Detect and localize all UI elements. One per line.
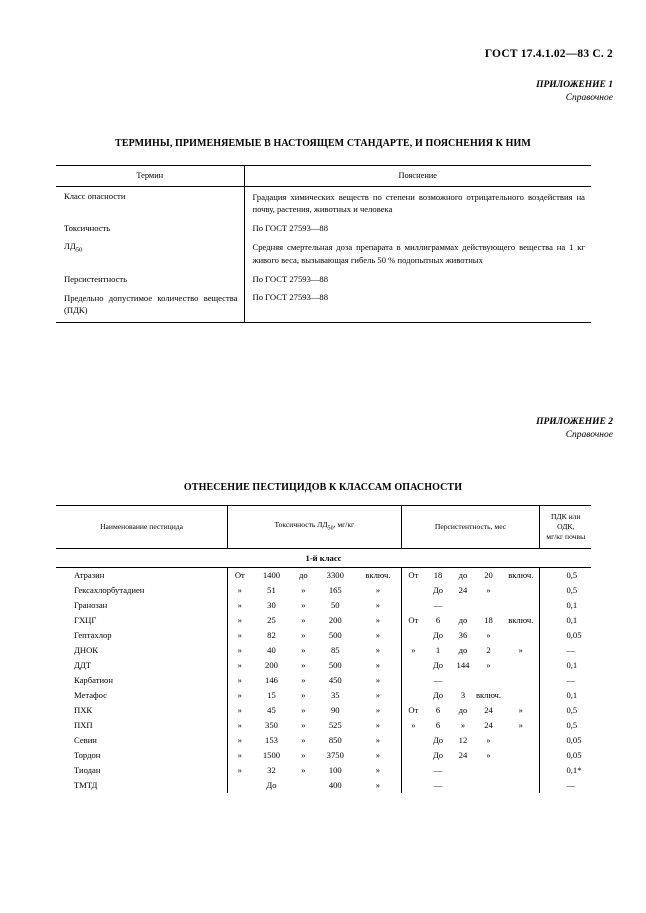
pers-high [475,598,502,613]
pers-rel-2 [451,778,475,793]
pesticide-name: ДНОК [56,643,228,658]
pers-rel-1 [401,748,425,763]
pers-low: 18 [433,570,443,581]
pers-high: 18 [484,615,493,626]
tox-note: » [355,613,401,628]
tox-note: » [355,748,401,763]
pers-rel-1 [401,778,425,793]
tox-low: 1500 [262,750,281,761]
tox-high: 500 [328,660,342,671]
tox-high: 35 [330,690,340,701]
annex-1-title: ПРИЛОЖЕНИЕ 1 [536,80,613,90]
table-row [56,613,591,628]
pers-rel-1 [401,688,425,703]
header-name: Наименование пестицида [56,506,228,549]
annex-2-kind: Справочное [565,429,613,440]
tox-low: 350 [265,720,278,731]
tox-rel-2: » [301,615,306,626]
tox-rel-2: » [301,705,306,716]
explanation-cell: По ГОСТ 27593—88 [252,273,329,284]
pers-rel-1: От [408,615,419,626]
pers-rel-2: 24 [458,750,468,761]
tox-rel-1: » [237,705,242,716]
tox-rel-2: » [301,645,306,656]
tox-low: 32 [267,765,276,776]
pers-note [502,748,540,763]
pers-note [502,658,540,673]
table-row [56,628,591,643]
pesticides-header-row [56,506,591,549]
pers-note [502,673,540,688]
pesticide-name: ТМТД [56,778,228,793]
tox-rel-1: » [237,690,242,701]
pdk-value: 0,05 [566,750,582,761]
pesticide-name: Тиодан [56,763,228,778]
tox-note: » [355,583,401,598]
pers-low: — [433,765,443,776]
pers-note: » [502,703,540,718]
pers-high: 20 [484,570,493,581]
explanation-cell: По ГОСТ 27593—88 [252,291,329,302]
tox-note: » [355,763,401,778]
table-row [56,718,591,733]
pers-high [475,763,502,778]
tox-high: 850 [328,735,342,746]
tox-high: 165 [328,585,342,596]
pesticide-name: Гексахлорбутадиен [56,583,228,598]
table-row [56,673,591,688]
tox-rel-2: » [301,585,306,596]
pers-rel-1 [401,598,425,613]
pers-high: » [486,660,491,671]
annex-1-caption [536,79,613,105]
tox-rel-1: От [234,570,245,581]
table-row [56,658,591,673]
pesticide-name: Севин [56,733,228,748]
term-cell: Персистентность [56,270,244,288]
terms-table-header-row [56,166,591,187]
pesticides-table [56,505,591,793]
pesticide-name: Атразин [56,567,228,583]
tox-note: » [355,643,401,658]
pers-high: » [486,735,491,746]
tox-high: 90 [330,705,340,716]
tox-rel-2: » [301,600,306,611]
pers-rel-2: до [458,615,468,626]
pers-rel-1 [401,763,425,778]
tox-rel-1: » [237,675,242,686]
table-2-title: ОТНЕСЕНИЕ ПЕСТИЦИДОВ К КЛАССАМ ОПАСНОСТИ [183,482,463,493]
table-row [56,703,591,718]
pers-rel-2 [451,763,475,778]
tox-note: » [355,733,401,748]
pers-rel-1 [401,583,425,598]
pers-low: 6 [435,615,441,626]
table-row [56,778,591,793]
pers-high: 24 [484,705,493,716]
tox-low: 1400 [262,570,281,581]
annex-1-kind: Справочное [565,92,613,103]
tox-low: 51 [267,585,276,596]
pesticide-name: Карбатион [56,673,228,688]
header-pdk: ПДК или ОДК, мг/кг почвы [540,506,591,549]
pers-high: » [486,585,491,596]
pers-note: » [502,643,540,658]
pers-high: » [486,750,491,761]
terms-header-term: Термин [56,166,244,187]
pers-low: До [432,690,444,701]
tox-high: 450 [328,675,342,686]
pers-rel-2 [451,598,475,613]
pers-low: До [432,660,444,671]
tox-note: » [355,703,401,718]
pesticide-name: ПХП [56,718,228,733]
tox-rel-2: » [301,720,306,731]
pers-rel-2: 144 [456,660,470,671]
pers-low: 1 [435,645,441,656]
table-1-title: ТЕРМИНЫ, ПРИМЕНЯЕМЫЕ В НАСТОЯЩЕМ СТАНДАРТЕ, И ПОЯСНЕНИЯ К НИМ [115,138,531,149]
pdk-value: 0,5 [566,585,578,596]
tox-rel-1: » [237,630,242,641]
pers-note [502,688,540,703]
tox-note: » [355,658,401,673]
pesticide-name: ПХК [56,703,228,718]
pers-low: — [433,780,443,791]
tox-low: 15 [267,690,276,701]
tox-note: » [355,688,401,703]
pdk-value: 0,1 [566,600,578,611]
pers-low: 6 [435,720,441,731]
table-row [56,748,591,763]
pers-note: » [502,718,540,733]
tox-low: 146 [265,675,278,686]
header-persistence: Персистентность, мес [401,506,540,549]
pers-note [502,733,540,748]
pesticide-name: Гептахлор [56,628,228,643]
tox-note: » [355,778,401,793]
tox-high: 50 [330,600,340,611]
table-row [56,763,591,778]
table-row [56,219,591,237]
explanation-cell: Градация химических веществ по степени возможного отрицательного воздействия на почву, растения, животных и человека [252,192,585,215]
pers-note [502,628,540,643]
tox-rel-2: » [301,735,306,746]
term-cell: Предельно допустимое количество вещества (ПДК) [56,288,244,322]
pers-rel-1: » [411,720,416,731]
pers-rel-2 [451,673,475,688]
pers-note [502,778,540,793]
pers-high [475,673,502,688]
pers-rel-2: 12 [458,735,468,746]
tox-low: 25 [267,615,276,626]
pers-note [502,598,540,613]
pers-low: До [432,750,444,761]
tox-note: » [355,598,401,613]
tox-low: 45 [267,705,276,716]
pesticide-name: Тордон [56,748,228,763]
pers-low: 6 [435,705,441,716]
tox-rel-1: » [237,615,242,626]
term-cell: $ЛД_{50}$ [56,237,244,269]
pers-high [475,778,502,793]
tox-rel-2 [291,778,315,793]
terms-header-explanation: Пояснение [244,166,591,187]
table-row [56,643,591,658]
pdk-value: — [566,675,576,686]
tox-rel-1: » [237,750,242,761]
pdk-value: 0,1* [566,765,582,776]
pers-note: включ. [502,613,540,628]
annex-2-caption [536,416,613,442]
pdk-value: — [566,645,576,656]
pers-rel-2: 36 [458,630,468,641]
pesticide-name: ДДТ [56,658,228,673]
term-cell: Класс опасности [56,187,244,220]
pers-rel-2: до [458,705,468,716]
table-row [56,733,591,748]
pdk-value: 0,1 [566,615,578,626]
pdk-value: — [566,780,576,791]
tox-low: 200 [265,660,278,671]
pers-rel-1: От [408,705,419,716]
tox-high: 85 [330,645,340,656]
tox-note: » [355,628,401,643]
pesticide-name: Метафос [56,688,228,703]
pers-rel-2: 3 [460,690,466,701]
pdk-value: 0,05 [566,735,582,746]
tox-rel-1: » [237,660,242,671]
pers-high: включ. [475,690,502,701]
page-header: ГОСТ 17.4.1.02—83 С. 2 [484,48,613,60]
pers-rel-2: до [458,570,468,581]
pers-rel-1 [401,733,425,748]
tox-rel-2: » [301,690,306,701]
pers-note [502,763,540,778]
annex-2-title: ПРИЛОЖЕНИЕ 2 [536,417,613,427]
pdk-value: 0,5 [566,570,578,581]
explanation-cell: Средняя смертельная доза препарата в миллиграммах действующего вещества на 1 кг живого веса, вызывающая гибель 50 % подопытных животных [252,242,585,265]
tox-high: 525 [328,720,342,731]
pers-rel-1 [401,673,425,688]
terms-table-bottom-rule [56,322,591,323]
tox-low: 30 [267,600,276,611]
tox-rel-2: » [301,765,306,776]
tox-rel-1 [228,778,252,793]
pers-rel-2: до [458,645,468,656]
pers-high: 24 [484,720,493,731]
pers-low: — [433,600,443,611]
pdk-value: 0,5 [566,705,578,716]
pers-low: До [432,630,444,641]
pers-rel-2: » [460,720,466,731]
terms-table [56,165,591,323]
tox-rel-2: » [301,675,306,686]
tox-high: 3300 [326,570,344,581]
tox-rel-2: до [299,570,308,581]
tox-rel-1: » [237,765,242,776]
tox-high: 100 [328,765,342,776]
term-cell: Токсичность [56,219,244,237]
tox-rel-1: » [237,735,242,746]
table-row [56,567,591,583]
pers-high: » [486,630,491,641]
table-row [56,237,591,269]
pers-rel-2: 24 [458,585,468,596]
pesticide-name: Гранозан [56,598,228,613]
pdk-value: 0,1 [566,690,578,701]
tox-rel-1: » [237,720,242,731]
table-row [56,688,591,703]
pers-rel-1 [401,628,425,643]
pers-rel-1 [401,658,425,673]
tox-note: » [355,718,401,733]
pers-rel-1: » [411,645,416,656]
pers-low: — [433,675,443,686]
table-row [56,583,591,598]
table-row [56,288,591,322]
table-row [56,270,591,288]
tox-low: До [266,780,277,791]
pers-rel-1: От [408,570,419,581]
tox-rel-1: » [237,600,242,611]
class-group-row [56,548,591,567]
pdk-value: 0,1 [566,660,578,671]
tox-note: » [355,673,401,688]
tox-rel-2: » [301,630,306,641]
pers-note [502,583,540,598]
pers-note: включ. [502,567,540,583]
pdk-value: 0,5 [566,720,578,731]
class-label: 1-й класс [56,548,591,567]
tox-rel-1: » [237,585,242,596]
table-row [56,187,591,220]
tox-high: 400 [328,780,342,791]
tox-rel-2: » [301,750,306,761]
tox-high: 3750 [326,750,344,761]
tox-note: включ. [355,567,401,583]
tox-rel-1: » [237,645,242,656]
tox-low: 82 [267,630,276,641]
tox-high: 200 [328,615,342,626]
explanation-cell: По ГОСТ 27593—88 [252,223,329,234]
pers-high: 2 [486,645,491,656]
pesticide-name: ГХЦГ [56,613,228,628]
tox-high: 500 [328,630,342,641]
pers-low: До [432,735,444,746]
table-row [56,598,591,613]
header-toxicity: Токсичность $ЛД_{50}$, мг/кг [228,506,402,549]
tox-rel-2: » [301,660,306,671]
pdk-value: 0,05 [566,630,582,641]
pers-low: До [432,585,444,596]
tox-low: 40 [267,645,276,656]
tox-low: 153 [265,735,278,746]
